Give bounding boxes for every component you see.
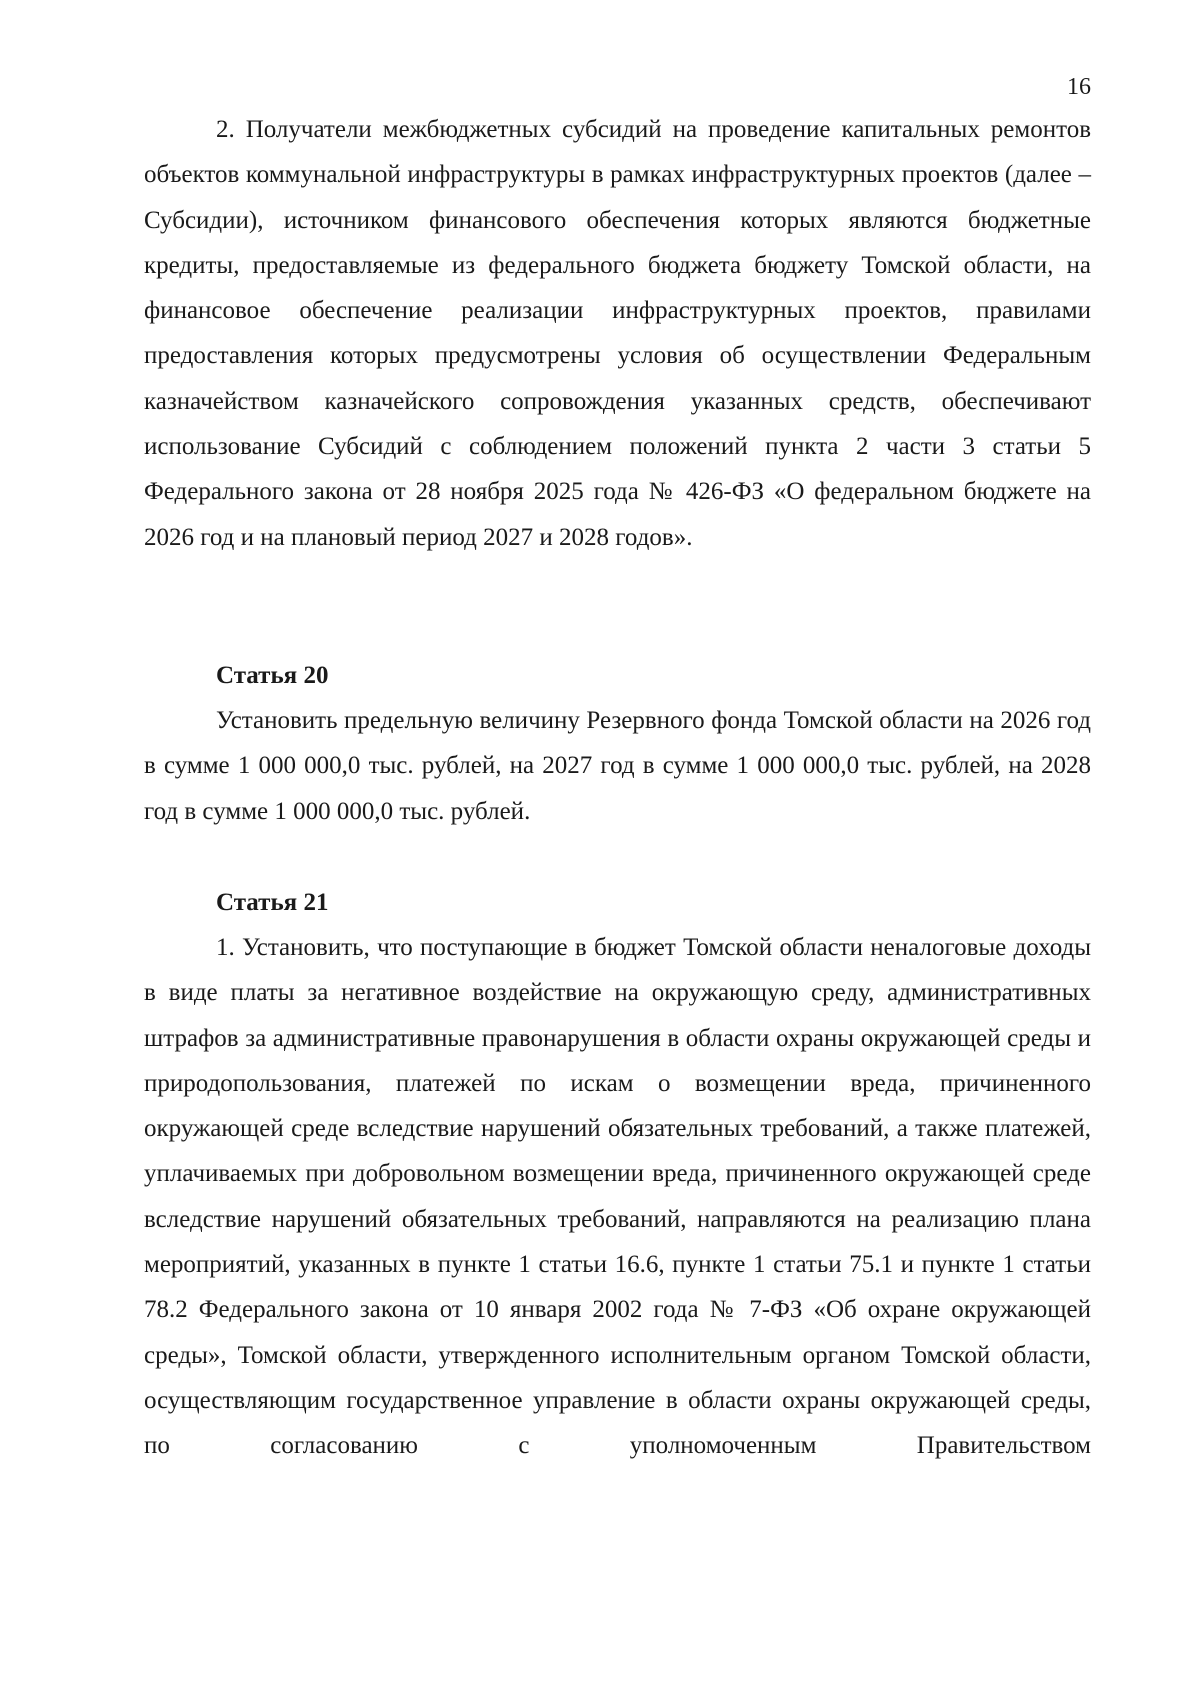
article-21-paragraph-1: 1. Установить, что поступающие в бюджет Томской области неналоговые доходы в виде платы за негативное воздействие на окружающую среду, административных штрафов за административные правонарушения в области охраны окружающей среды и природопользования, платежей по искам о возмещении вреда, причиненного окружающей среде вследствие нарушений обязательных требований, а также платежей, уплачиваемых при добровольном возмещении вреда, причиненного окружающей среде вследствие нарушений обязательных требований, направляются на реализацию плана мероприятий, указанных в пункте 1 статьи 16.6, пункте 1 статьи 75.1 и пункте 1 статьи 78.2 Федерального закона от 10 января 2002 года № 7-ФЗ «Об охране окружающей среды», Томской области, утвержденного исполнительным органом Томской области, осуществляющим государственное управление в области охраны окружающей среды, по согласованию с уполномоченным Правительством (144, 934, 1091, 1460)
article-21-section (144, 880, 1091, 1469)
article-20-heading: Статья 20 (216, 662, 329, 689)
article-20-section (144, 653, 1091, 834)
page-number: 16 (1067, 74, 1091, 100)
article-19-section (144, 107, 1091, 560)
article-19-paragraph-2: 2. Получатели межбюджетных субсидий на проведение капитальных ремонтов объектов коммунальной инфраструктуры в рамках инфраструктурных проектов (далее – Субсидии), источником финансового обеспечения которых являются бюджетные кредиты, предоставляемые из федерального бюджета бюджету Томской области, на финансовое обеспечение реализации инфраструктурных проектов, правилами предоставления которых предусмотрены условия об осуществлении Федеральным казначейством казначейского сопровождения указанных средств, обеспечивают использование Субсидий с соблюдением положений пункта 2 части 3 статьи 5 Федерального закона от 28 ноября 2025 года № 426-ФЗ «О федеральном бюджете на 2026 год и на плановый период 2027 и 2028 годов». (144, 116, 1091, 551)
article-20-text: Установить предельную величину Резервного фонда Томской области на 2026 год в сумме 1 000 000,0 тыс. рублей, на 2027 год в сумме 1 000 000,0 тыс. рублей, на 2028 год в сумме 1 000 000,0 тыс. рублей. (144, 707, 1091, 825)
article-21-heading: Статья 21 (216, 889, 329, 916)
